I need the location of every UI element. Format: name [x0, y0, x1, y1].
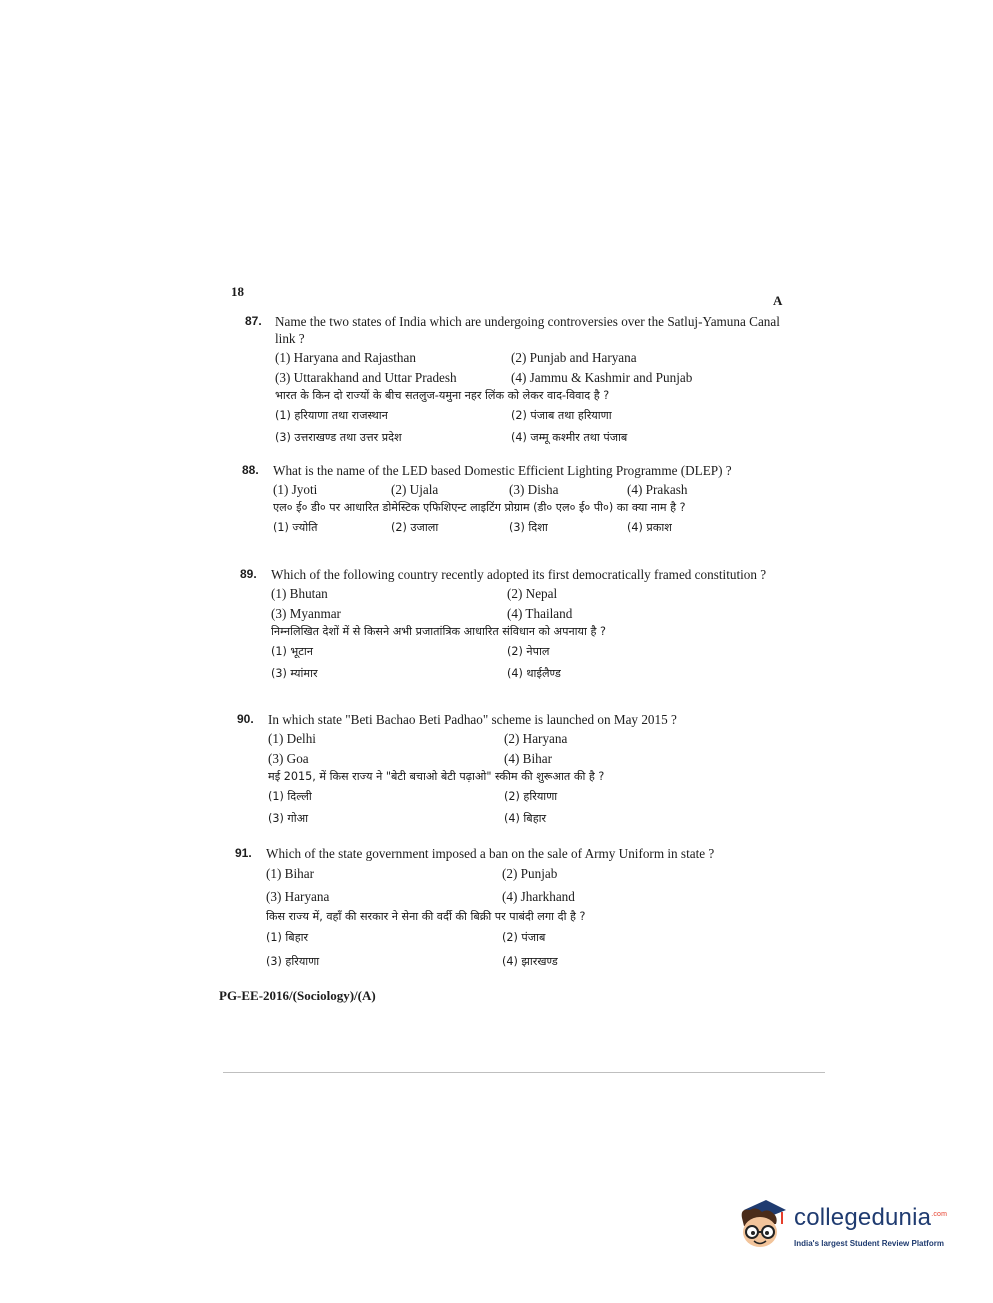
option: (2) Punjab and Haryana	[511, 349, 637, 365]
set-code: A	[773, 293, 783, 308]
option: (4) Jammu & Kashmir and Punjab	[511, 369, 693, 385]
question-text-en: Name the two states of India which are undergoing controversies over the Satluj-Yamuna Canal link ?	[275, 314, 780, 346]
options-hi-row	[273, 516, 778, 538]
option: (3) Haryana	[266, 889, 330, 904]
option: (2) Haryana	[504, 730, 568, 746]
option: (4) जम्मू कश्मीर तथा पंजाब	[511, 430, 628, 444]
option: (3) Disha	[509, 481, 559, 497]
brand-name-text: collegedunia	[794, 1204, 932, 1231]
option: (3) Goa	[268, 750, 309, 766]
question-text-en: Which of the state government imposed a ban on the sale of Army Uniform in state ?	[266, 846, 715, 861]
options-hi-row	[266, 949, 771, 973]
option: (4) थाईलैण्ड	[507, 666, 561, 680]
question-87	[245, 313, 780, 448]
option: (2) Punjab	[502, 866, 558, 881]
question-number: 91.	[235, 846, 252, 860]
divider	[223, 1072, 825, 1073]
options-en-row	[271, 583, 776, 603]
options-en-row	[275, 367, 780, 387]
options-en-row	[268, 748, 773, 768]
question-text-hi: एल० ई० डी० पर आधारित डोमेस्टिक एफिशिएन्ट लाइटिंग प्रोग्राम (डी० एल० ई० पी०) का क्या नाम है ?	[273, 501, 686, 514]
options-hi-row	[268, 807, 773, 829]
question-text-hi: मई 2015, में किस राज्य ने "बेटी बचाओ बेटी पढ़ाओ" स्कीम की शुरूआत की है ?	[268, 770, 605, 783]
option: (4) Thailand	[507, 605, 573, 621]
option: (3) उत्तराखण्ड तथा उत्तर प्रदेश	[275, 430, 402, 444]
options-hi-row	[271, 640, 776, 662]
option: (4) Prakash	[627, 481, 688, 497]
option: (1) भूटान	[271, 644, 314, 658]
option: (3) हरियाणा	[266, 954, 320, 968]
option: (1) बिहार	[266, 930, 309, 944]
option: (2) Nepal	[507, 585, 558, 601]
question-90	[237, 711, 773, 829]
option: (1) Jyoti	[273, 481, 318, 497]
option: (3) Myanmar	[271, 605, 341, 621]
option: (1) Bhutan	[271, 585, 328, 601]
brand-name	[794, 1204, 947, 1232]
options-en-row	[266, 885, 771, 908]
option: (1) दिल्ली	[268, 789, 312, 803]
option: (4) Bihar	[504, 750, 552, 766]
question-text-en: Which of the following country recently adopted its first democratically framed constitution ?	[271, 567, 767, 582]
option: (2) उजाला	[391, 520, 439, 534]
question-text-hi: भारत के किन दो राज्यों के बीच सतलुज-यमुना नहर लिंक को लेकर वाद-विवाद है ?	[275, 389, 610, 402]
option: (2) हरियाणा	[504, 789, 558, 803]
question-text-en: In which state "Beti Bachao Beti Padhao" scheme is launched on May 2015 ?	[268, 712, 677, 727]
question-91	[235, 845, 771, 973]
brand-suffix: .com	[931, 1211, 948, 1218]
options-hi-row	[275, 404, 780, 426]
option: (1) हरियाणा तथा राजस्थान	[275, 408, 388, 422]
question-number: 87.	[245, 314, 262, 328]
options-en-row	[268, 728, 773, 748]
question-text-en: What is the name of the LED based Domestic Efficient Lighting Programme (DLEP) ?	[273, 463, 732, 478]
question-89	[240, 566, 776, 684]
page-number: 18	[231, 284, 244, 299]
option: (2) पंजाब तथा हरियाणा	[511, 408, 612, 422]
option: (3) म्यांमार	[271, 666, 318, 680]
question-number: 89.	[240, 567, 257, 581]
question-number: 90.	[237, 712, 254, 726]
option: (4) बिहार	[504, 811, 547, 825]
options-hi-row	[268, 785, 773, 807]
option: (2) नेपाल	[507, 644, 550, 658]
options-en-row	[266, 862, 771, 885]
option: (1) Haryana and Rajasthan	[275, 349, 416, 365]
option: (1) ज्योति	[273, 520, 318, 534]
options-en-row	[275, 347, 780, 367]
brand-tagline: India's largest Student Review Platform	[794, 1239, 944, 1248]
option: (2) Ujala	[391, 481, 439, 497]
option: (4) झारखण्ड	[502, 954, 558, 968]
option: (1) Bihar	[266, 866, 314, 881]
collegedunia-logo	[736, 1196, 961, 1256]
option: (2) पंजाब	[502, 930, 546, 944]
options-en-row	[273, 479, 778, 499]
option: (3) दिशा	[509, 520, 548, 534]
option: (4) प्रकाश	[627, 520, 672, 534]
options-hi-row	[266, 925, 771, 949]
footer-paper-code: PG-EE-2016/(Sociology)/(A)	[219, 988, 376, 1003]
option: (1) Delhi	[268, 730, 316, 746]
option: (3) Uttarakhand and Uttar Pradesh	[275, 369, 457, 385]
question-88	[242, 462, 778, 538]
options-hi-row	[275, 426, 780, 448]
options-en-row	[271, 603, 776, 623]
question-text-hi: निम्नलिखित देशों में से किसने अभी प्रजातांत्रिक आधारित संविधान को अपनाया है ?	[271, 625, 606, 638]
question-text-hi: किस राज्य में, वहाँ की सरकार ने सेना की वर्दी की बिक्री पर पाबंदी लगा दी है ?	[266, 910, 586, 923]
option: (4) Jharkhand	[502, 889, 575, 904]
options-hi-row	[271, 662, 776, 684]
option: (3) गोआ	[268, 811, 309, 825]
question-number: 88.	[242, 463, 259, 477]
student-mascot-icon	[736, 1196, 788, 1254]
